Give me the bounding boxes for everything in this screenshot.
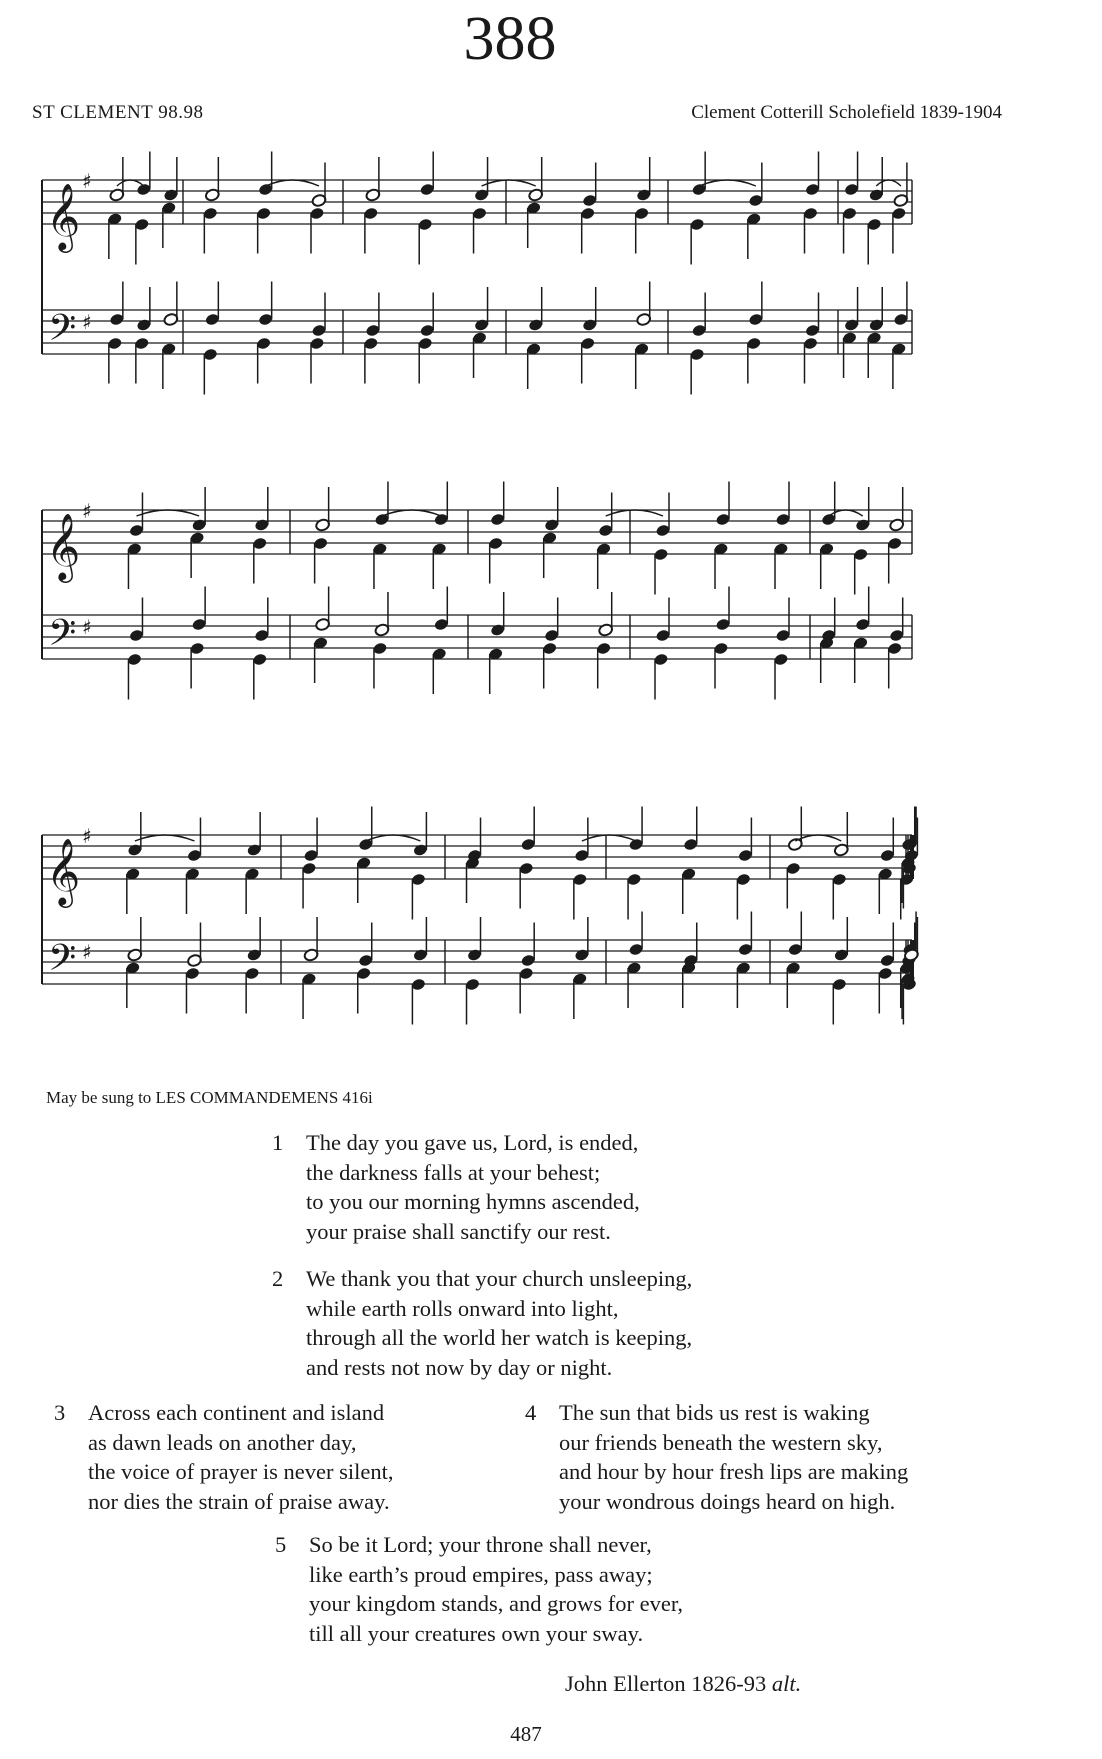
sharp-icon: ♯ bbox=[82, 169, 92, 193]
treble-clef-icon: 𝄞 bbox=[46, 512, 81, 580]
verse-line: your praise shall sanctify our rest. bbox=[306, 1218, 611, 1244]
sharp-icon: ♯ bbox=[82, 615, 92, 639]
page-number: 487 bbox=[510, 1722, 542, 1746]
bass-clef-icon: 𝄢 bbox=[48, 307, 77, 358]
verse-4 bbox=[525, 1398, 909, 1516]
verse-1 bbox=[272, 1128, 640, 1246]
slur bbox=[135, 835, 195, 841]
verse-line: and rests not now by day or night. bbox=[306, 1354, 613, 1380]
verse-line: your wondrous doings heard on high. bbox=[559, 1488, 896, 1514]
verse-line: while earth rolls onward into light, bbox=[306, 1295, 619, 1321]
music-system-3 bbox=[0, 795, 1102, 1095]
treble-clef-icon: 𝄞 bbox=[46, 182, 81, 250]
tune-name: ST CLEMENT 98.98 bbox=[32, 102, 204, 123]
verse-line: your kingdom stands, and grows for ever, bbox=[309, 1591, 684, 1616]
slur bbox=[266, 180, 319, 186]
bass-clef-icon: 𝄢 bbox=[48, 612, 77, 663]
verse-line: the voice of prayer is never silent, bbox=[88, 1459, 394, 1484]
treble-clef-icon: 𝄞 bbox=[46, 837, 81, 905]
verse-number: 1 bbox=[272, 1130, 284, 1155]
slur bbox=[482, 180, 536, 186]
verse-line: The day you gave us, Lord, is ended, bbox=[306, 1130, 639, 1155]
verse-number: 3 bbox=[54, 1400, 66, 1425]
sharp-icon: ♯ bbox=[82, 310, 92, 334]
alternative-tune-note: May be sung to LES COMMANDEMENS 416i bbox=[46, 1088, 373, 1107]
verse-3 bbox=[54, 1398, 394, 1516]
verse-line: So be it Lord; your throne shall never, bbox=[309, 1532, 652, 1557]
slur bbox=[910, 835, 911, 841]
slur bbox=[876, 180, 901, 186]
sharp-icon: ♯ bbox=[82, 824, 92, 848]
verse-line: Across each continent and island bbox=[88, 1400, 385, 1425]
bass-clef-icon: 𝄢 bbox=[48, 937, 77, 988]
verse-line: The sun that bids us rest is waking bbox=[559, 1400, 870, 1425]
verse-line: We thank you that your church unsleeping, bbox=[306, 1266, 693, 1291]
verse-line: as dawn leads on another day, bbox=[88, 1429, 357, 1455]
verse-line: till all your creatures own your sway. bbox=[309, 1620, 644, 1646]
tune-composer: Clement Cotterill Scholefield 1839-1904 bbox=[691, 102, 1002, 123]
slur bbox=[795, 835, 841, 841]
slur bbox=[582, 835, 636, 841]
verse-line: through all the world her watch is keeping, bbox=[306, 1325, 693, 1350]
sharp-icon: ♯ bbox=[82, 499, 92, 523]
verse-number: 2 bbox=[272, 1266, 284, 1291]
music-system-2 bbox=[0, 470, 1102, 770]
verse-5 bbox=[275, 1530, 684, 1648]
author-credit bbox=[565, 1671, 801, 1697]
verse-line: the darkness falls at your behest; bbox=[306, 1159, 601, 1185]
verse-2 bbox=[272, 1264, 693, 1382]
verse-line: like earth’s proud empires, pass away; bbox=[309, 1561, 653, 1587]
verse-line: nor dies the strain of praise away. bbox=[88, 1488, 390, 1514]
sharp-icon: ♯ bbox=[82, 940, 92, 964]
author-note: alt. bbox=[771, 1671, 802, 1696]
verse-number: 4 bbox=[525, 1400, 537, 1425]
slur bbox=[366, 835, 421, 841]
hymn-number: 388 bbox=[463, 5, 557, 73]
verse-line: and hour by hour fresh lips are making bbox=[559, 1459, 909, 1484]
verse-line: to you our morning hymns ascended, bbox=[306, 1189, 640, 1214]
slur bbox=[136, 510, 199, 516]
verse-line: our friends beneath the western sky, bbox=[559, 1429, 883, 1455]
slur bbox=[829, 510, 863, 516]
music-system-1 bbox=[0, 140, 1102, 460]
verse-number: 5 bbox=[275, 1532, 287, 1557]
slur bbox=[382, 510, 441, 516]
slur bbox=[606, 510, 663, 516]
author-name: John Ellerton 1826-93 bbox=[565, 1671, 767, 1696]
slur bbox=[117, 180, 144, 186]
slur bbox=[699, 180, 756, 186]
